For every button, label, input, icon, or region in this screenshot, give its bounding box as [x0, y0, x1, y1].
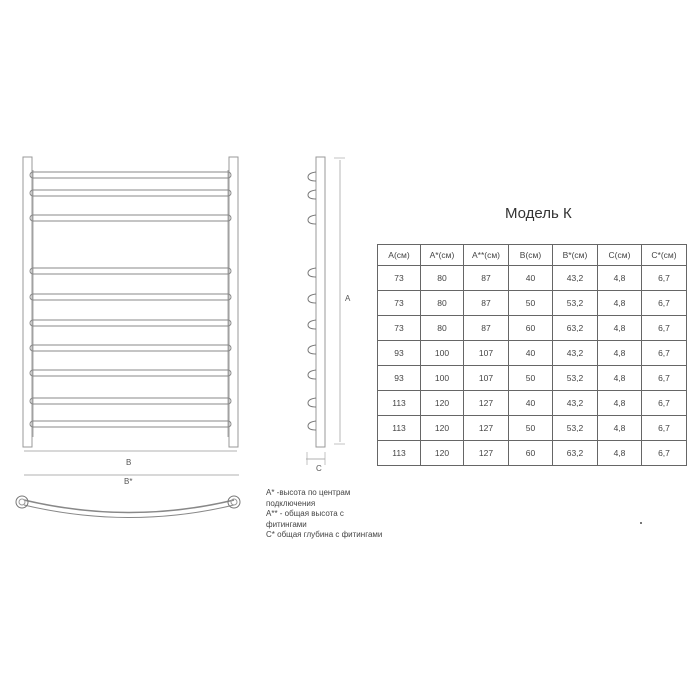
table-cell: 50	[509, 366, 553, 391]
table-cell: 53,2	[553, 416, 598, 441]
table-row	[378, 391, 687, 416]
side-view	[306, 157, 345, 465]
table-cell: 73	[378, 266, 421, 291]
table-cell: 4,8	[598, 316, 642, 341]
header-cell: C(см)	[598, 245, 642, 266]
rung-profile	[308, 268, 316, 277]
table-cell: 100	[421, 341, 464, 366]
table-cell: 4,8	[598, 441, 642, 466]
rung	[30, 172, 231, 178]
header-cell: B*(см)	[553, 245, 598, 266]
table-cell: 87	[464, 316, 509, 341]
header-cell: C*(см)	[642, 245, 687, 266]
table-cell: 4,8	[598, 266, 642, 291]
table-cell: 100	[421, 366, 464, 391]
table-cell: 93	[378, 341, 421, 366]
header-cell: A(см)	[378, 245, 421, 266]
rung-profile	[308, 215, 316, 224]
note-a-double-star: A** - общая высота с фитингами	[266, 509, 344, 529]
header-cell: A*(см)	[421, 245, 464, 266]
table-cell: 4,8	[598, 391, 642, 416]
table-cell: 107	[464, 341, 509, 366]
table-row	[378, 291, 687, 316]
side-rung-profiles	[308, 172, 316, 430]
stray-dot	[640, 522, 642, 524]
table-cell: 43,2	[553, 341, 598, 366]
rung	[30, 398, 231, 404]
table-cell: 6,7	[642, 266, 687, 291]
table-body	[378, 266, 687, 466]
table-cell: 40	[509, 266, 553, 291]
table-cell: 6,7	[642, 416, 687, 441]
table-cell: 4,8	[598, 291, 642, 316]
table-cell: 127	[464, 416, 509, 441]
rung-profile	[308, 370, 316, 379]
table-cell: 87	[464, 291, 509, 316]
table-row	[378, 266, 687, 291]
table-cell: 73	[378, 291, 421, 316]
table-header-row	[378, 245, 687, 266]
table-cell: 113	[378, 441, 421, 466]
rung-profile	[308, 320, 316, 329]
rung	[30, 320, 231, 326]
rung	[30, 190, 231, 196]
table-cell: 60	[509, 441, 553, 466]
table-cell: 50	[509, 291, 553, 316]
front-rungs	[30, 172, 231, 427]
table-row	[378, 416, 687, 441]
table-row	[378, 316, 687, 341]
specs-table	[377, 244, 687, 466]
table-cell: 127	[464, 441, 509, 466]
rung-profile	[308, 294, 316, 303]
header-cell: A**(см)	[464, 245, 509, 266]
table-cell: 6,7	[642, 291, 687, 316]
table-cell: 80	[421, 316, 464, 341]
table-cell: 73	[378, 316, 421, 341]
rung	[30, 370, 231, 376]
table-cell: 4,8	[598, 366, 642, 391]
table-cell: 6,7	[642, 366, 687, 391]
table-cell: 53,2	[553, 291, 598, 316]
note-c-star: C* общая глубина с фитингами	[266, 530, 383, 539]
table-cell: 6,7	[642, 391, 687, 416]
table-cell: 4,8	[598, 341, 642, 366]
table-cell: 6,7	[642, 341, 687, 366]
table-cell: 93	[378, 366, 421, 391]
table-cell: 87	[464, 266, 509, 291]
dim-label-a: A	[345, 294, 351, 303]
table-cell: 53,2	[553, 366, 598, 391]
dim-label-b-star: B*	[124, 477, 133, 486]
rung-profile	[308, 172, 316, 181]
table-cell: 43,2	[553, 391, 598, 416]
table-cell: 120	[421, 441, 464, 466]
rung	[30, 421, 231, 427]
table-cell: 80	[421, 291, 464, 316]
front-view	[23, 157, 239, 475]
top-view	[16, 496, 240, 518]
table-cell: 40	[509, 341, 553, 366]
dim-label-b: B	[126, 458, 132, 467]
notes	[266, 488, 386, 541]
note-a-star: A* -высота по центрам подключения	[266, 488, 351, 508]
rung	[30, 345, 231, 351]
table-cell: 113	[378, 391, 421, 416]
rung	[30, 215, 231, 221]
table-cell: 63,2	[553, 316, 598, 341]
rung-profile	[308, 190, 316, 199]
model-title: Модель К	[505, 205, 572, 222]
table-cell: 50	[509, 416, 553, 441]
table-cell: 43,2	[553, 266, 598, 291]
dim-label-c: C	[316, 464, 322, 473]
table-cell: 40	[509, 391, 553, 416]
rung	[30, 294, 231, 300]
table-cell: 80	[421, 266, 464, 291]
rung-profile	[308, 345, 316, 354]
table-row	[378, 441, 687, 466]
table-row	[378, 341, 687, 366]
table-cell: 60	[509, 316, 553, 341]
table-cell: 107	[464, 366, 509, 391]
table-cell: 63,2	[553, 441, 598, 466]
table-cell: 113	[378, 416, 421, 441]
table-cell: 6,7	[642, 441, 687, 466]
table-cell: 4,8	[598, 416, 642, 441]
rung	[30, 268, 231, 274]
header-cell: B(см)	[509, 245, 553, 266]
rung-profile	[308, 421, 316, 430]
table-cell: 127	[464, 391, 509, 416]
table-cell: 6,7	[642, 316, 687, 341]
table-row	[378, 366, 687, 391]
table-cell: 120	[421, 391, 464, 416]
rung-profile	[308, 398, 316, 407]
table-cell: 120	[421, 416, 464, 441]
